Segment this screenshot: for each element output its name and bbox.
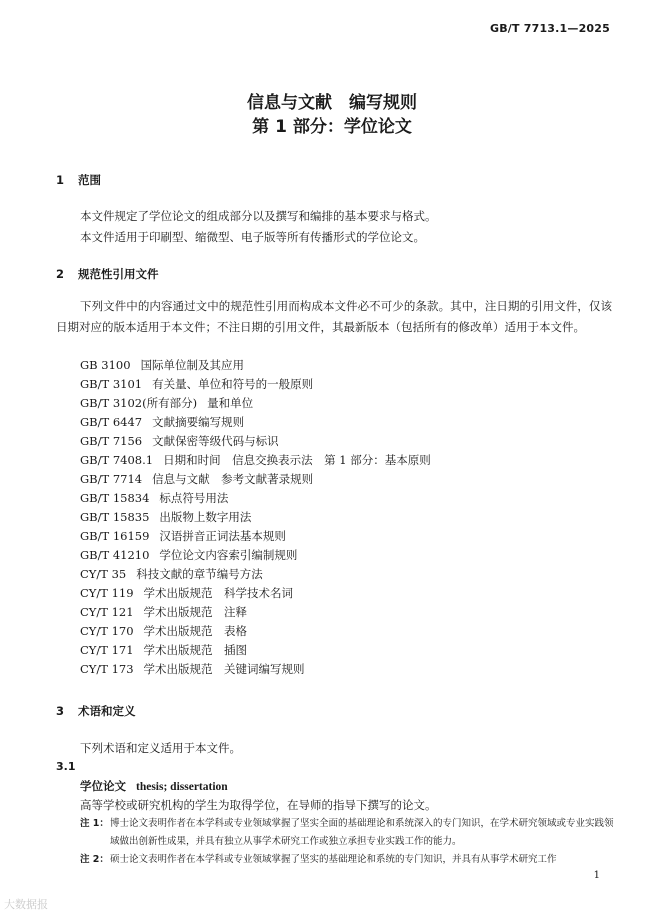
reference-item <box>80 489 431 508</box>
scope-paragraph-1: 本文件规定了学位论文的组成部分以及撰写和编排的基本要求与格式。 <box>80 209 437 223</box>
section-number: 1 <box>56 173 65 187</box>
reference-name: 学术出版规范 关键词编写规则 <box>143 662 305 676</box>
reference-item <box>80 584 431 603</box>
reference-code: CY/T 171 <box>80 643 134 657</box>
note-label: 注 2： <box>80 854 109 865</box>
reference-name: 文献保密等级代码与标识 <box>152 434 279 448</box>
reference-name: 标点符号用法 <box>159 491 229 505</box>
reference-item <box>80 565 431 584</box>
reference-item <box>80 470 431 489</box>
document-subtitle: 第 1 部分：学位论文 <box>252 117 412 137</box>
reference-item <box>80 375 431 394</box>
section-number: 2 <box>56 267 65 281</box>
reference-list <box>80 356 431 679</box>
reference-code: GB/T 6447 <box>80 415 143 429</box>
reference-item <box>80 394 431 413</box>
reference-code: GB 3100 <box>80 358 131 372</box>
term-entry <box>80 778 228 794</box>
reference-name: 学术出版规范 表格 <box>143 624 248 638</box>
section-heading-scope <box>56 172 101 188</box>
reference-name: 信息与文献 参考文献著录规则 <box>152 472 314 486</box>
reference-name: 日期和时间 信息交换表示法 第 1 部分：基本原则 <box>163 453 431 467</box>
reference-name: 学术出版规范 插图 <box>143 643 248 657</box>
reference-code: CY/T 121 <box>80 605 134 619</box>
reference-name: 有关量、单位和符号的一般原则 <box>152 377 314 391</box>
term-english: thesis; dissertation <box>136 781 228 793</box>
watermark: 大数据报 <box>4 898 48 911</box>
section-title: 范围 <box>78 173 101 187</box>
reference-item <box>80 356 431 375</box>
reference-name: 科技文献的章节编号方法 <box>136 567 263 581</box>
reference-item <box>80 508 431 527</box>
note-2 <box>80 851 616 869</box>
reference-item <box>80 451 431 470</box>
reference-code: GB/T 41210 <box>80 548 150 562</box>
clause-number: 3.1 <box>56 760 76 773</box>
reference-name: 出版物上数字用法 <box>159 510 252 524</box>
note-text: 硕士论文表明作者在本学科或专业领域掌握了坚实的基础理论和系统的专门知识，并具有从事学术研究工作 <box>110 854 557 865</box>
reference-item <box>80 603 431 622</box>
reference-item <box>80 432 431 451</box>
reference-code: CY/T 173 <box>80 662 134 676</box>
section-title: 术语和定义 <box>78 704 136 718</box>
section-number: 3 <box>56 704 65 718</box>
reference-code: GB/T 3102(所有部分) <box>80 396 198 410</box>
reference-code: CY/T 170 <box>80 624 134 638</box>
note-1 <box>80 815 616 851</box>
note-label: 注 1： <box>80 818 109 829</box>
reference-code: GB/T 7408.1 <box>80 453 154 467</box>
note-text: 博士论文表明作者在本学科或专业领域掌握了坚实全面的基础理论和系统深入的专门知识，在学术研究领域或专业实践领域做出创新性成果，并具有独立从事学术研究工作或独立承担专业实践工作的能力。 <box>110 818 614 847</box>
term-definition: 高等学校或研究机构的学生为取得学位，在导师的指导下撰写的论文。 <box>80 798 437 812</box>
reference-item <box>80 546 431 565</box>
reference-code: GB/T 7714 <box>80 472 143 486</box>
reference-name: 国际单位制及其应用 <box>140 358 245 372</box>
term-chinese: 学位论文 <box>80 779 126 793</box>
reference-code: GB/T 3101 <box>80 377 143 391</box>
reference-name: 学术出版规范 注释 <box>143 605 248 619</box>
section-title: 规范性引用文件 <box>78 267 159 281</box>
reference-name: 文献摘要编写规则 <box>152 415 245 429</box>
section-heading-terms-and-definitions <box>56 703 136 719</box>
reference-name: 汉语拼音正词法基本规则 <box>159 529 286 543</box>
references-intro: 下列文件中的内容通过文中的规范性引用而构成本文件必不可少的条款。其中，注日期的引用文件，仅该日期对应的版本适用于本文件；不注日期的引用文件，其最新版本（包括所有的修改单）适用于本文件。 <box>56 299 612 334</box>
reference-item <box>80 641 431 660</box>
reference-item <box>80 622 431 641</box>
document-title: 信息与文献 编写规则 <box>247 93 417 113</box>
scope-paragraph-2: 本文件适用于印刷型、缩微型、电子版等所有传播形式的学位论文。 <box>80 230 425 244</box>
reference-name: 学术出版规范 科学技术名词 <box>143 586 294 600</box>
reference-item <box>80 413 431 432</box>
reference-name: 量和单位 <box>207 396 254 410</box>
reference-code: GB/T 7156 <box>80 434 143 448</box>
reference-code: CY/T 35 <box>80 567 127 581</box>
reference-name: 学位论文内容索引编制规则 <box>159 548 298 562</box>
reference-item <box>80 660 431 679</box>
page-number: 1 <box>593 870 600 881</box>
standard-code: GB/T 7713.1—2025 <box>489 22 610 35</box>
reference-code: CY/T 119 <box>80 586 134 600</box>
section-heading-normative-references <box>56 266 159 282</box>
reference-item <box>80 527 431 546</box>
reference-code: GB/T 15834 <box>80 491 150 505</box>
terms-intro: 下列术语和定义适用于本文件。 <box>80 741 241 755</box>
reference-code: GB/T 15835 <box>80 510 150 524</box>
reference-code: GB/T 16159 <box>80 529 150 543</box>
